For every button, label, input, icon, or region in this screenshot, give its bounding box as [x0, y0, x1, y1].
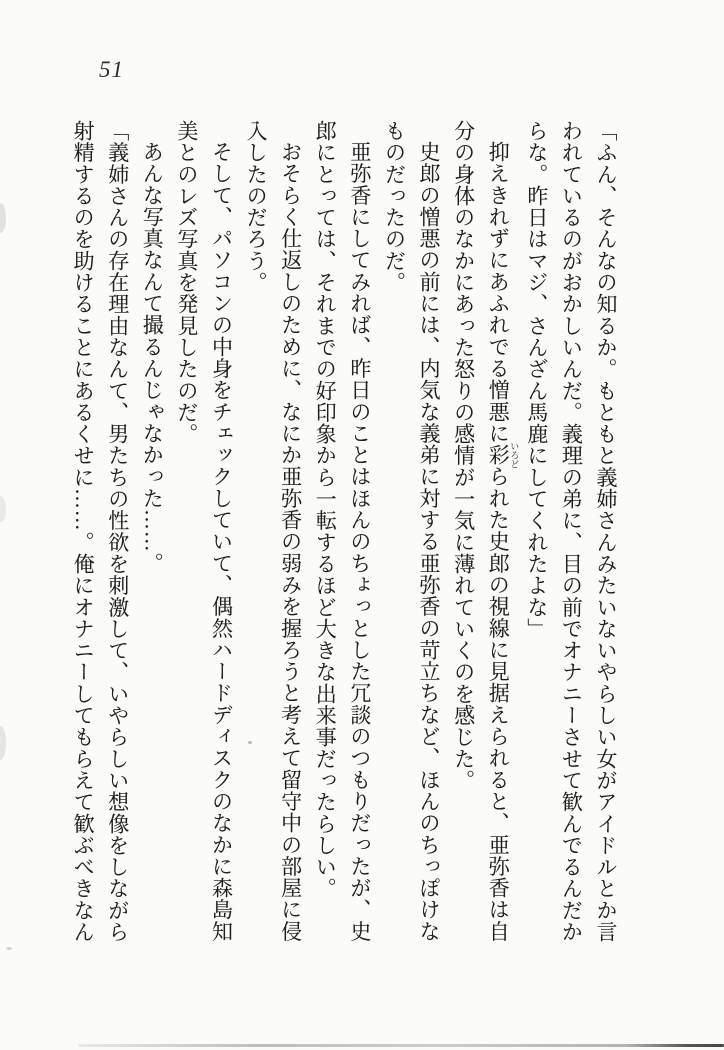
scan-artifact-blob [0, 496, 6, 522]
ruby-base: 彩 [486, 441, 511, 469]
paragraph-6: そして、パソコンの中身をチェックしていて、偶然ハードディスクのなかに森島知美とのレズ写真を発見したのだ。 [174, 120, 234, 943]
scan-artifact-blob [0, 203, 6, 233]
ruby-annotation [486, 441, 520, 469]
paragraph-2 [446, 120, 519, 948]
paragraph-7: あんな写真なんて撮るんじゃなかった……。 [140, 141, 165, 574]
paragraph-dialogue-1: 「ふん、そんなの知るか。もともと義姉さんみたいないやらしい女がアイドルとか言われているのがおかしいんだ。義理の弟に、目の前でオナニーさせて歓んでるんだからな。昨日はマジ、さんざん馬鹿にしてくれたよな」 [524, 120, 618, 943]
scan-speck [248, 741, 252, 744]
ruby-furigana: いろど [509, 441, 520, 469]
text-run: 抑えきれずにあふれでる憎悪に [486, 141, 511, 445]
paragraph-5: おそらく仕返しのために、なにか亜弥香の弱みを握ろうと考えて留守中の部屋に侵入したのだろう。 [244, 120, 303, 943]
scan-speck [6, 947, 12, 950]
text-block [66, 120, 624, 948]
text-run: られた史郎の視線に見据えられると、亜弥香は自分の身体のなかにあった怒りの感情が一気に薄れていくのを感じた。 [451, 120, 511, 943]
paragraph-3: 史郎の憎悪の前には、内気な義弟に対する亜弥香の苛立ちなど、ほんのちっぽけなものだったのだ。 [382, 120, 442, 943]
scan-artifact-blob [0, 726, 6, 760]
paragraph-dialogue-8: 「義姉さんの存在理由なんて、男たちの性欲を刺激して、いやらしい想像をしながら射精するのを助けることにあるくせに……。俺にオナニーしてもらえて歓ぶべきなん [71, 120, 130, 943]
paragraph-4: 亜弥香にしてみれば、昨日のことはほんのちょっとした冗談のつもりだったが、史郎にとっては、それまでの好印象から一転するほど大きな出来事だったらしい。 [313, 120, 372, 943]
page-number: 51 [99, 57, 124, 82]
scan-edge-line [78, 1044, 724, 1047]
